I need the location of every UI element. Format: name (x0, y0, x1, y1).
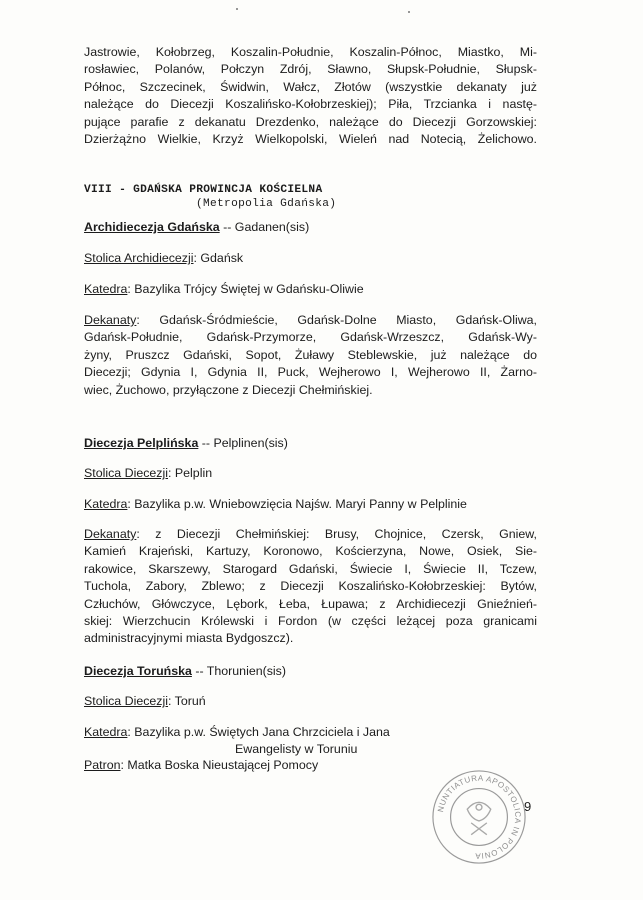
gdansk-deaneries (84, 312, 537, 399)
gdansk-deaneries-label: Dekanaty (84, 313, 137, 327)
gdansk-deaneries-line: żyny, Pruszcz Gdański, Sopot, Żuławy Steblewskie, już należące do (84, 347, 537, 362)
pelplin-deaneries-line: Kamień Krajeński, Kartuzy, Koronowo, Kościerzyna, Nowe, Osiek, Sie- (84, 544, 537, 559)
intro-line: Północ, Szczecinek, Świdwin, Wałcz, Złotów (wszystkie dekanaty już (84, 79, 537, 94)
pelplin-deaneries-line: skiej: Wierzchucin Królewski i Fordon (w części leżącej poza granicami (84, 614, 537, 629)
pelplin-cathedral-label: Katedra (84, 497, 128, 511)
pelplin-see-label: Stolica Diecezji (84, 466, 169, 480)
gdansk-cathedral-label: Katedra (84, 282, 128, 296)
torun-patron-value: : Matka Boska Nieustającej Pomocy (120, 758, 319, 772)
torun-see-line (84, 693, 537, 710)
pelplin-deaneries-line: rakowice, Skarszewy, Starogard Gdański, Świecie I, Świecie II, Tczew, (84, 561, 537, 576)
gdansk-cathedral-line (84, 281, 537, 298)
province-subheading: (Metropolia Gdańska) (196, 198, 337, 210)
intro-line: rosławiec, Polanów, Połczyn Zdrój, Sławno, Słupsk-Południe, Słupsk- (84, 62, 537, 77)
torun-latin-name: -- Thorunien(sis) (191, 664, 286, 678)
pelplin-cathedral-line (84, 496, 537, 513)
pelplin-deaneries-line: administracyjnymi miasta Bydgoszcz). (84, 631, 294, 646)
torun-cathedral-label: Katedra (84, 725, 128, 739)
intro-line: pujące parafie z dekanatu Drezdenko, należące do Diecezji Gorzowskiej: (84, 114, 537, 129)
gdansk-cathedral-value: : Bazylika Trójcy Świętej w Gdańsku-Oliwie (127, 282, 364, 296)
pelplin-deaneries-line: Tuchola, Zabory, Zblewo; z Diecezji Koszalińsko-Kołobrzeskiej: Bytów, (84, 579, 537, 594)
intro-line: Dzierżążno Wielkie, Krzyż Wielkopolski, Wieleń nad Notecią, Żelichowo. (84, 132, 537, 147)
scan-speck (408, 11, 410, 13)
torun-title: Diecezja Toruńska (84, 664, 192, 678)
torun-see-label: Stolica Diecezji (84, 694, 169, 708)
nunciature-stamp-icon (430, 768, 528, 866)
intro-paragraph (84, 44, 537, 148)
pelplin-title: Diecezja Pelplińska (84, 436, 199, 450)
gdansk-deaneries-first: : Gdańsk-Śródmieście, Gdańsk-Dolne Miasto, Gdańsk-Oliwa, (136, 313, 537, 327)
pelplin-title-line (84, 435, 537, 452)
gdansk-see-value: : Gdańsk (193, 251, 244, 265)
torun-cathedral-value: : Bazylika p.w. Świętych Jana Chrzciciela i Jana (127, 725, 390, 739)
torun-patron-label: Patron (84, 758, 121, 772)
gdansk-title-line (84, 219, 537, 236)
page-number: 9 (524, 799, 532, 814)
gdansk-see-label: Stolica Archidiecezji (84, 251, 194, 265)
pelplin-deaneries-first-line (84, 526, 537, 543)
pelplin-deaneries (84, 526, 537, 648)
intro-line: należące do Diecezji Koszalińsko-Kołobrzeskiej); Piła, Trzcianka i nastę- (84, 97, 537, 112)
pelplin-see-line (84, 465, 537, 482)
gdansk-latin-name: -- Gadanen(sis) (219, 220, 310, 234)
torun-see-value: : Toruń (168, 694, 206, 708)
pelplin-deaneries-label: Dekanaty (84, 527, 137, 541)
pelplin-deaneries-line: Człuchów, Główczyce, Lębork, Łeba, Łupawa; z Archidiecezji Gnieźnień- (84, 596, 537, 611)
gdansk-deaneries-line: wiec, Żuchowo, przyłączone z Diecezji Chełmińskiej. (84, 382, 373, 397)
gdansk-deaneries-line: Gdańsk-Południe, Gdańsk-Przymorze, Gdańsk-Wrzeszcz, Gdańsk-Wy- (84, 330, 537, 345)
pelplin-deaneries-first: : z Diecezji Chełmińskiej: Brusy, Chojnice, Czersk, Gniew, (136, 527, 537, 541)
gdansk-deaneries-first-line (84, 312, 537, 329)
province-heading: VIII - GDAŃSKA PROWINCJA KOŚCIELNA (84, 184, 323, 196)
pelplin-cathedral-value: : Bazylika p.w. Wniebowzięcia Najśw. Maryi Panny w Pelplinie (127, 497, 467, 511)
intro-line: Jastrowie, Kołobrzeg, Koszalin-Południe, Koszalin-Północ, Miastko, Mi- (84, 45, 537, 59)
scan-speck (236, 8, 238, 10)
pelplin-see-value: : Pelplin (168, 466, 213, 480)
gdansk-title: Archidiecezja Gdańska (84, 220, 220, 234)
gdansk-see-line (84, 250, 537, 267)
pelplin-latin-name: -- Pelplinen(sis) (198, 436, 288, 450)
svg-text:NUNTIATURA APOSTOLICA IN POLON: NUNTIATURA APOSTOLICA IN POLONIA (436, 773, 523, 861)
gdansk-deaneries-line: Diecezji; Gdynia I, Gdynia II, Puck, Wejherowo I, Wejherowo II, Żarno- (84, 365, 537, 380)
torun-cathedral-line (84, 724, 537, 741)
torun-title-line (84, 663, 537, 680)
torun-cathedral-line-2: Ewangelisty w Toruniu (235, 742, 358, 756)
